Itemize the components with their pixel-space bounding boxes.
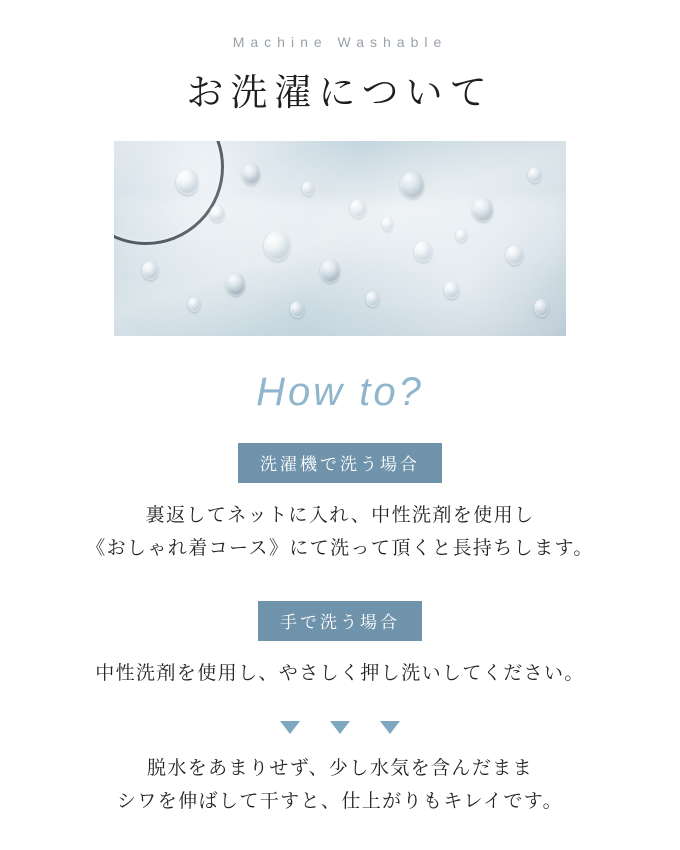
droplet (320, 259, 340, 283)
droplet (528, 167, 541, 183)
down-arrow-row (0, 721, 680, 734)
page-title: お洗濯について (186, 73, 494, 114)
section-label-washing-machine: 洗濯機で洗う場合 (238, 443, 442, 483)
section-label-hand-wash-wrap (0, 601, 680, 641)
triangle-down-icon (330, 721, 350, 734)
droplet (366, 291, 379, 307)
howto-heading: How to? (256, 369, 424, 414)
instruction-line: シワを伸ばして干すと、仕上がりもキレイです。 (116, 790, 564, 812)
droplet (290, 301, 304, 318)
section-label-washing-machine-wrap (0, 443, 680, 483)
droplet (444, 281, 459, 299)
instruction-line: 《おしゃれ着コース》にて洗って頂くと長持ちします。 (86, 538, 594, 560)
droplet (176, 169, 198, 195)
droplet (142, 261, 158, 280)
section-label-hand-wash: 手で洗う場合 (258, 601, 422, 641)
droplet (242, 163, 260, 185)
droplet (382, 217, 393, 231)
droplet (264, 231, 290, 261)
droplet (210, 205, 224, 222)
washing-machine-instructions (0, 499, 680, 566)
instruction-line: 裏返してネットに入れ、中性洗剤を使用し (145, 504, 535, 526)
page-root (0, 34, 680, 850)
droplet (506, 245, 523, 265)
droplet (302, 181, 314, 196)
droplet (188, 297, 200, 312)
droplet (414, 241, 432, 262)
hand-wash-instructions (0, 657, 680, 690)
instruction-line: 脱水をあまりせず、少し水気を含んだまま (146, 757, 534, 779)
water-droplets-photo (114, 141, 566, 336)
triangle-down-icon (280, 721, 300, 734)
triangle-down-icon (380, 721, 400, 734)
final-instructions (0, 752, 680, 819)
instruction-line: 中性洗剤を使用し、やさしく押し洗いしてください。 (95, 663, 585, 685)
droplet (226, 273, 245, 296)
droplet (456, 229, 467, 242)
droplet (534, 299, 549, 317)
droplet (350, 199, 366, 218)
droplet (400, 171, 424, 199)
eyebrow-text: Machine Washable (232, 34, 448, 50)
droplet (472, 197, 493, 222)
